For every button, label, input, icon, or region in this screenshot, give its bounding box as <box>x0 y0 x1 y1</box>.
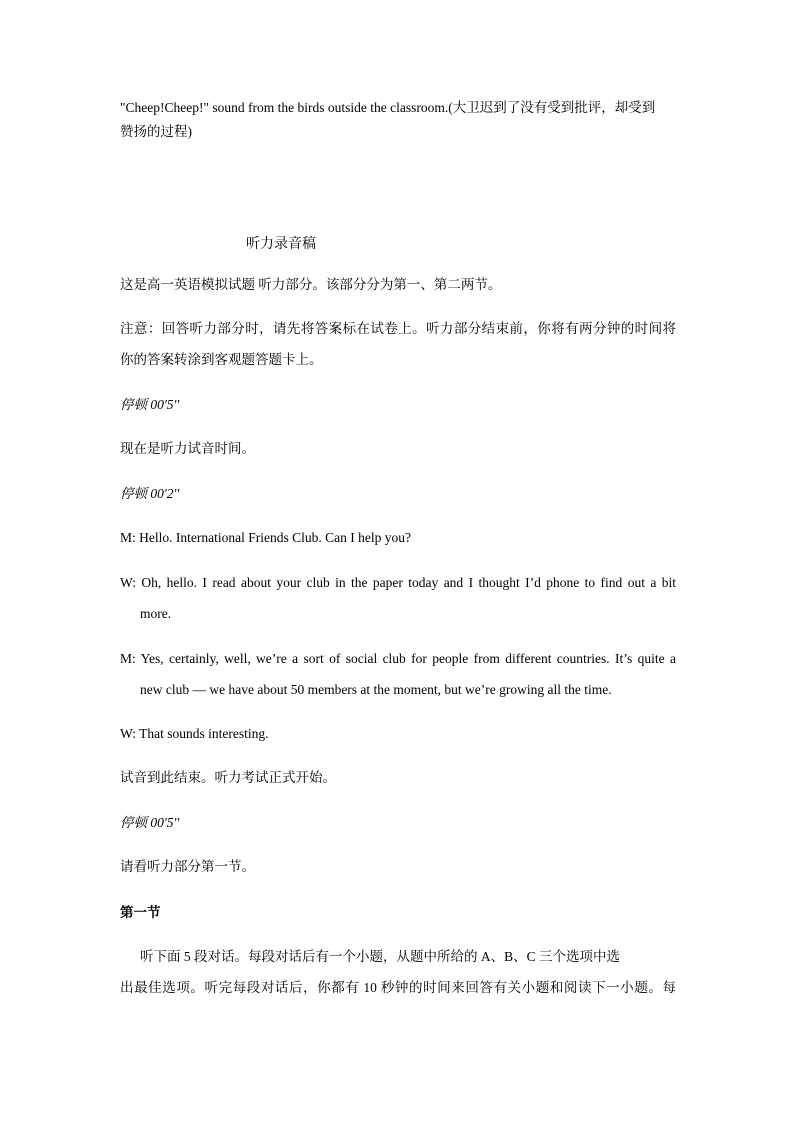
trial-end-text: 试音到此结束。听力考试正式开始。 <box>120 770 336 785</box>
section-heading: 第一节 <box>120 905 161 920</box>
notice-line-2: 你的答案转涂到客观题答题卡上。 <box>120 352 323 367</box>
pause-marker-1: 停顿 00'5'' <box>120 397 180 412</box>
pause-marker-2: 停顿 00'2'' <box>120 486 180 501</box>
notice-line-1: 注意：回答听力部分时，请先将答案标在试卷上。听力部分结束前，你将有两分钟的时间将 <box>120 321 676 336</box>
dialogue-line-w1: W: Oh, hello. I read about your club in the paper today and I thought I’d phone to find out a bit <box>120 575 676 590</box>
essay-prompt-line-1: "Cheep!Cheep!" sound from the birds outside the classroom.(大卫迟到了没有受到批评，却受到 <box>120 100 656 115</box>
intro-text: 这是高一英语模拟试题 听力部分。该部分分为第一、第二两节。 <box>120 277 502 292</box>
instructions-line-2: 出最佳选项。听完每段对话后，你都有 10 秒钟的时间来回答有关小题和阅读下一小题。每 <box>120 980 676 995</box>
dialogue-line-w1-cont: more. <box>140 606 172 621</box>
essay-prompt-line-2: 赞扬的过程) <box>120 124 192 139</box>
section-prompt: 请看听力部分第一节。 <box>120 859 255 874</box>
pause-marker-3: 停顿 00'5'' <box>120 815 180 830</box>
dialogue-line-m2-cont: new club — we have about 50 members at the moment, but we’re growing all the time. <box>140 682 612 697</box>
script-title: 听力录音稿 <box>246 237 316 252</box>
dialogue-line-m1: M: Hello. International Friends Club. Can I help you? <box>120 530 411 545</box>
dialogue-line-m2: M: Yes, certainly, well, we’re a sort of social club for people from different countries. It’s quite a <box>120 651 676 666</box>
trial-start-text: 现在是听力试音时间。 <box>120 441 255 456</box>
instructions-line-1: 听下面 5 段对话。每段对话后有一个小题，从题中所给的 A、B、C 三个选项中选 <box>140 949 621 964</box>
dialogue-line-w2: W: That sounds interesting. <box>120 726 269 741</box>
